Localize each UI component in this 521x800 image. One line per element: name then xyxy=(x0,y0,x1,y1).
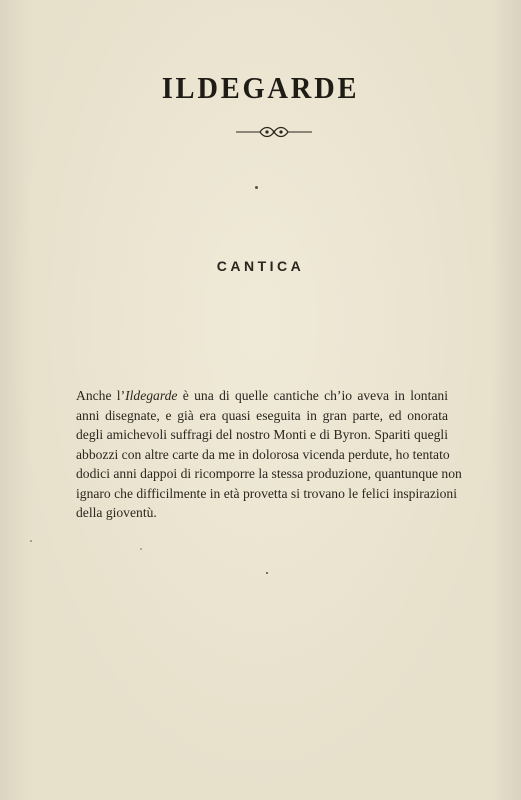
paragraph-line: Anche l’Ildegarde è una di quelle cantiche ch’io aveva in lontani xyxy=(76,388,448,403)
paper-speck xyxy=(266,572,268,574)
paper-speck xyxy=(255,186,258,189)
paper-speck xyxy=(140,548,142,550)
paragraph-line: abbozzi con altre carte da me in dolorosa vicenda perdute, ho tentato xyxy=(76,446,450,462)
paragraph-line: dodici anni dappoi di ricomporre la stessa produzione, quantunque non xyxy=(76,466,462,481)
paragraph-line: ignaro che difficilmente in età provetta si trovano le felici inspirazioni xyxy=(76,485,457,501)
flourish-ornament-icon xyxy=(236,124,312,140)
page-title: ILDEGARDE xyxy=(161,70,360,105)
paragraph-line: degli amichevoli suffragi del nostro Monti e di Byron. Spariti quegli xyxy=(76,427,448,442)
intro-paragraph xyxy=(76,386,462,523)
paragraph-line: della gioventù. xyxy=(76,505,157,520)
paragraph-line: anni disegnate, e già era quasi eseguita in gran parte, ed onorata xyxy=(76,407,448,423)
italic-title: Ildegarde xyxy=(125,388,178,403)
section-subtitle: CANTICA xyxy=(216,258,305,274)
paper-speck xyxy=(30,540,32,542)
